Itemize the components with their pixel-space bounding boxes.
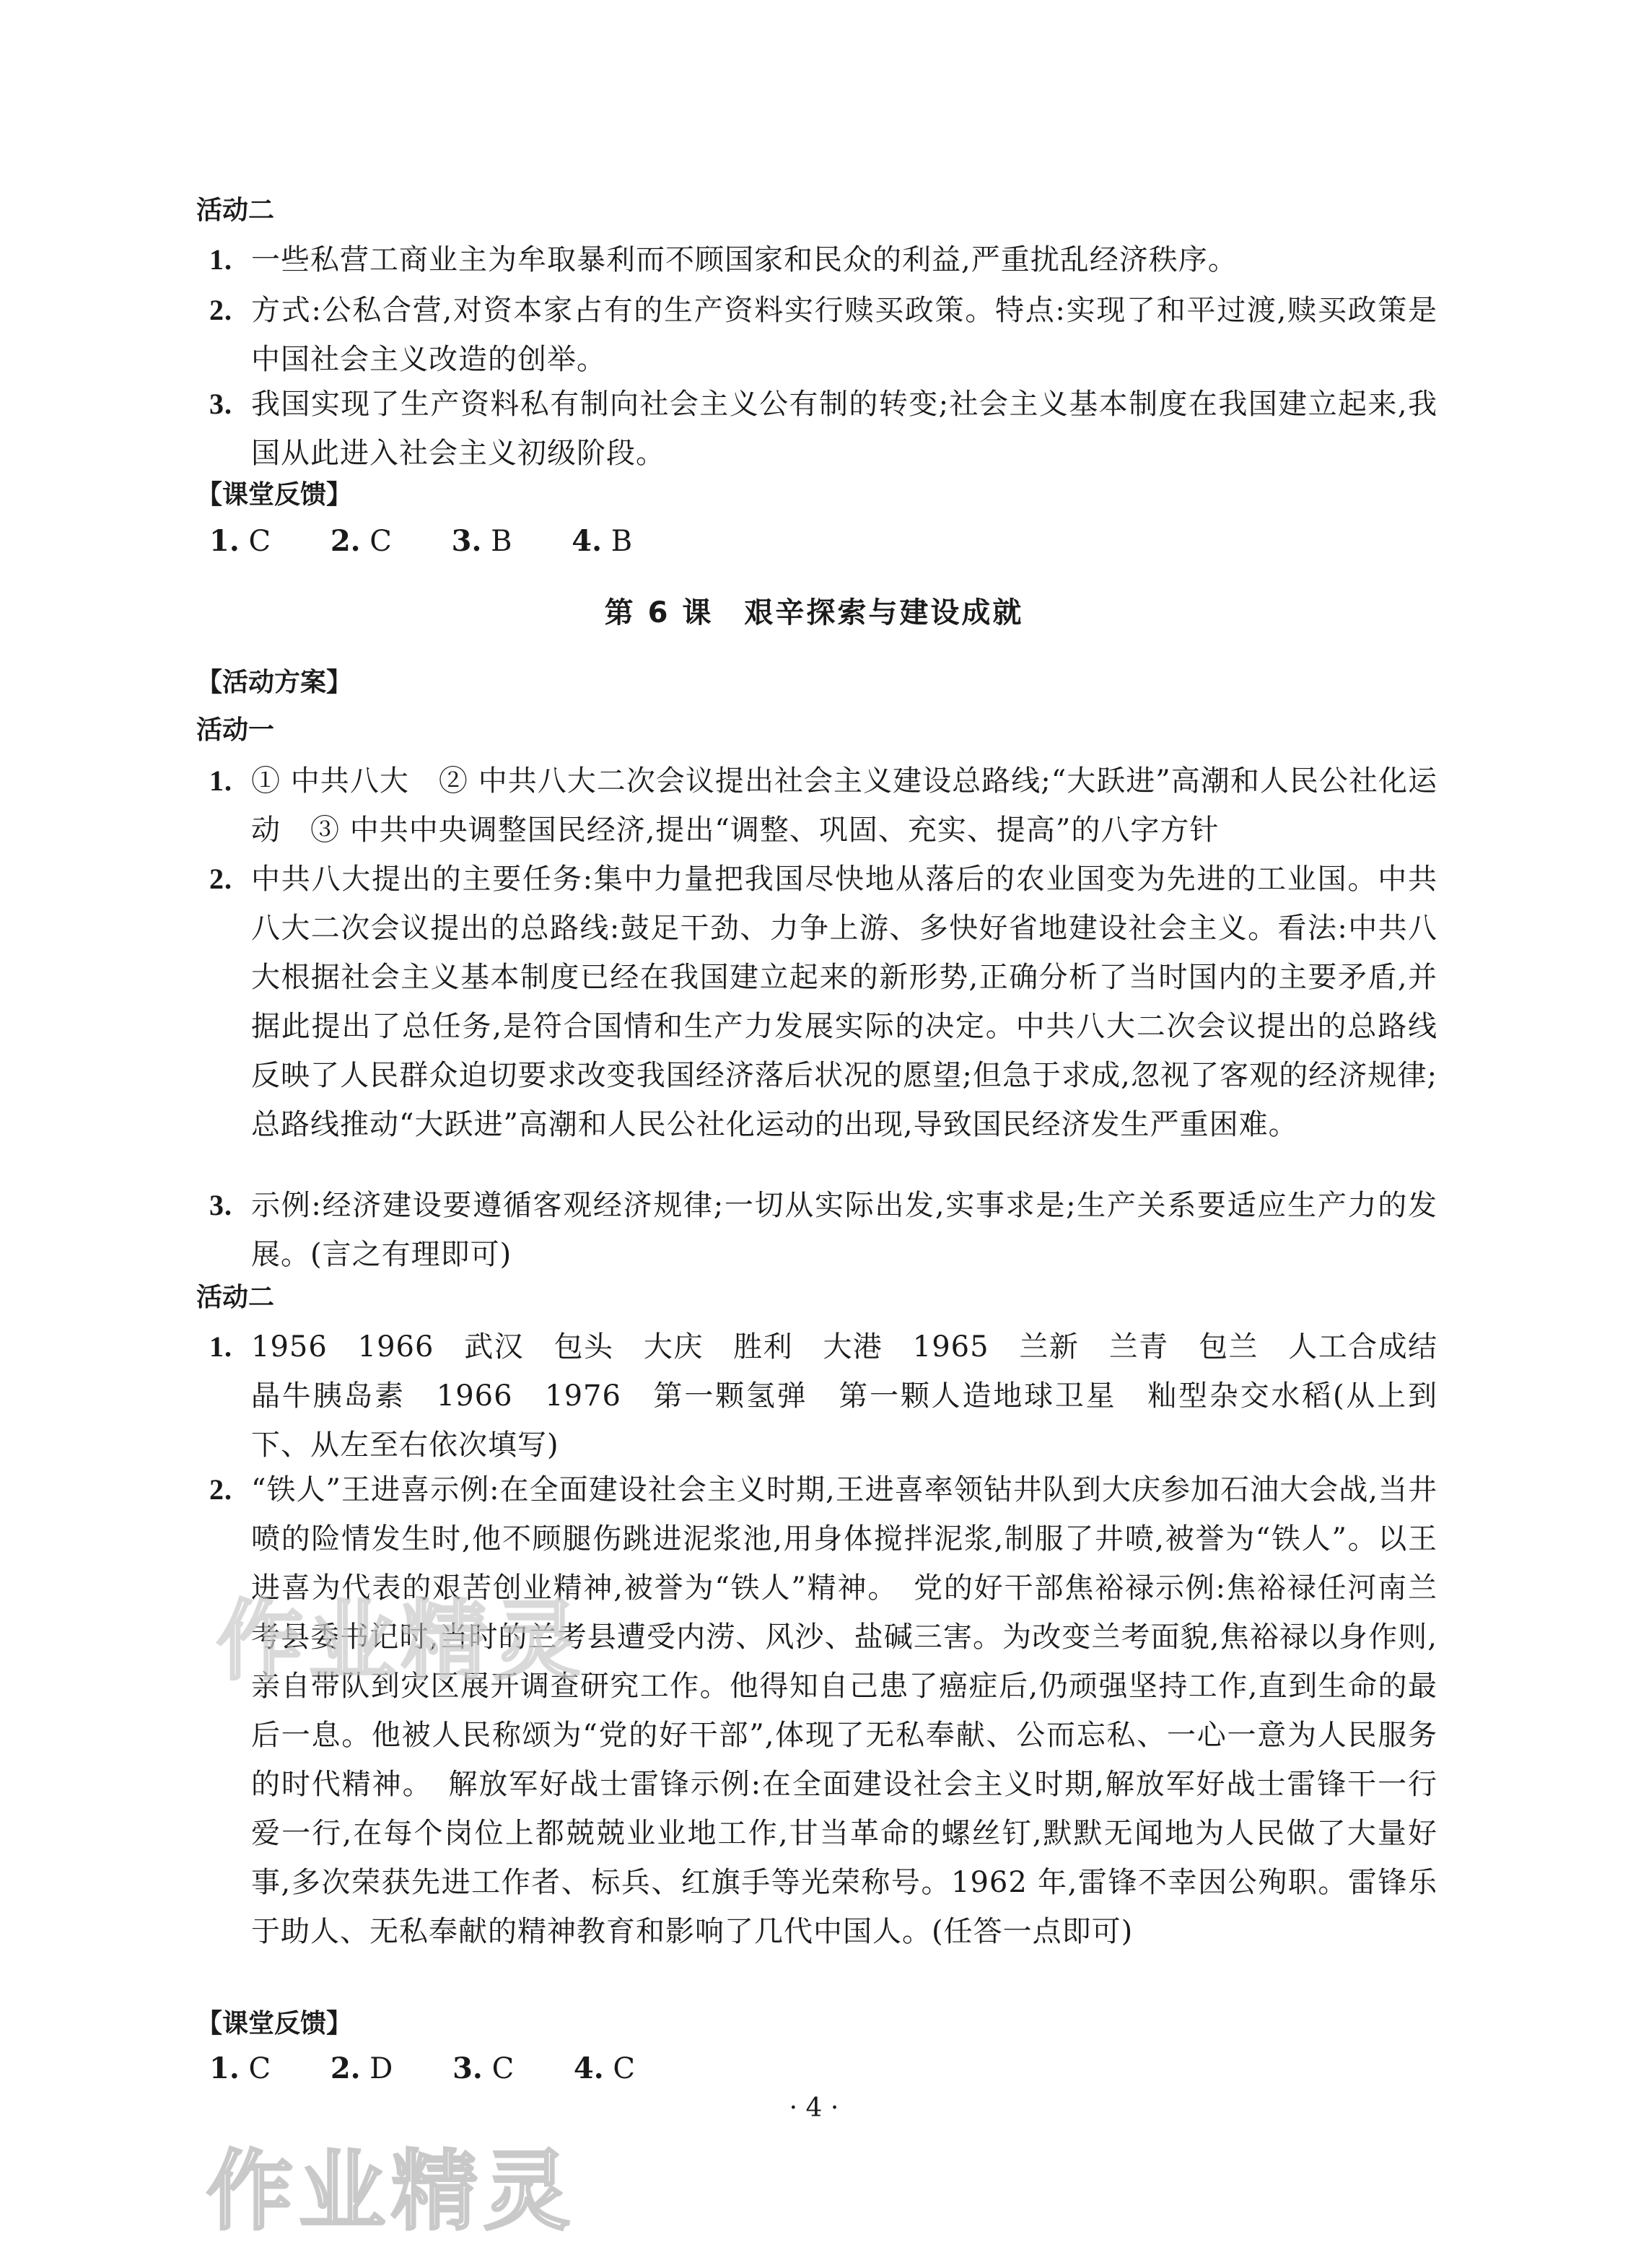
item-text: ① 中共八大 ② 中共八大二次会议提出社会主义建设总路线;“大跃进”高潮和人民公社化运动 ③ 中共中央调整国民经济,提出“调整、巩固、充实、提高”的八字方针 <box>251 764 1437 847</box>
item-text: 方式:公私合营,对资本家占有的生产资料实行赎买政策。特点:实现了和平过渡,赎买政策是中国社会主义改造的创举。 <box>251 294 1437 376</box>
answer-number: 1. <box>209 524 240 558</box>
item-number: 1. <box>209 1330 232 1363</box>
item-text: 我国实现了生产资料私有制向社会主义公有制的转变;社会主义基本制度在我国建立起来,我国从此进入社会主义初级阶段。 <box>251 388 1437 470</box>
answer-value: C <box>491 2052 515 2085</box>
watermark-logo: 作业精灵 <box>216 1592 586 1692</box>
item-number: 2. <box>209 1473 232 1506</box>
classroom-feedback-heading: 【课堂反馈】 <box>196 480 353 510</box>
list-item <box>196 855 1437 1149</box>
answer-row <box>209 520 632 563</box>
answer-row <box>209 2047 635 2090</box>
answer-number: 4. <box>572 524 602 558</box>
item-number: 3. <box>209 388 232 420</box>
answer-value: B <box>491 525 512 558</box>
item-number: 1. <box>209 243 232 276</box>
activity-plan-heading: 【活动方案】 <box>196 668 353 697</box>
answer-number: 2. <box>330 524 361 558</box>
watermark-logo: 作业精灵 <box>206 2142 576 2242</box>
activity-two-heading: 活动二 <box>196 1283 275 1312</box>
item-text: 中共八大提出的主要任务:集中力量把我国尽快地从落后的农业国变为先进的工业国。中共八大二次会议提出的总路线:鼓足干劲、力争上游、多快好省地建设社会主义。看法:中共八大根据社会主义基本制度已经在我国建立起来的新形势,正确分析了当时国内的主要矛盾,并据此提出了总任务,是符合国情和生产力发展实际的决定。中共八大二次会议提出的总路线反映了人民群众迫切要求改变我国经济落后状况的愿望;但急于求成,忽视了客观的经济规律;总路线推动“大跃进”高潮和人民公社化运动的出现,导致国民经济发生严重困难。 <box>251 863 1437 1141</box>
item-text: “铁人”王进喜示例:在全面建设社会主义时期,王进喜率领钻井队到大庆参加石油大会战,当井喷的险情发生时,他不顾腿伤跳进泥浆池,用身体搅拌泥浆,制服了井喷,被誉为“铁人”。以王进喜为代表的艰苦创业精神,被誉为“铁人”精神。 党的好干部焦裕禄示例:焦裕禄任河南兰考县委书记时,当时的兰考县遭受内涝、风沙、盐碱三害。为改变兰考面貌,焦裕禄以身作则,亲自带队到灾区展开调查研究工作。他得知自己患了癌症后,仍顽强坚持工作,直到生命的最后一息。他被人民称颂为“党的好干部”,体现了无私奉献、公而忘私、一心一意为人民服务的时代精神。 解放军好战士雷锋示例:在全面建设社会主义时期,解放军好战士雷锋干一行爱一行,在每个岗位上都兢兢业业地工作,甘当革命的螺丝钉,默默无闻地为人民做了大量好事,多次荣获先进工作者、标兵、红旗手等光荣称号。1962 年,雷锋不幸因公殉职。雷锋乐于助人、无私奉献的精神教育和影响了几代中国人。(任答一点即可) <box>251 1473 1437 1948</box>
list-item <box>196 1322 1437 1470</box>
lesson-title: 第 6 课 艰辛探索与建设成就 <box>604 596 1024 629</box>
item-text: 示例:经济建设要遵循客观经济规律;一切从实际出发,实事求是;生产关系要适应生产力的发展。(言之有理即可) <box>251 1189 1437 1271</box>
answer-number: 3. <box>452 2051 483 2085</box>
activity-one-heading: 活动一 <box>196 715 275 745</box>
item-text: 1956 1966 武汉 包头 大庆 胜利 大港 1965 兰新 兰青 包兰 人工合成结晶牛胰岛素 1966 1976 第一颗氢弹 第一颗人造地球卫星 籼型杂交水稻(从上到下、从左至右依次填写) <box>251 1330 1437 1462</box>
list-item <box>196 1465 1437 1956</box>
answer-number: 2. <box>330 2051 361 2085</box>
list-item <box>196 1181 1437 1279</box>
item-number: 2. <box>209 863 232 895</box>
list-item <box>196 286 1437 384</box>
answer-value: C <box>613 2052 635 2085</box>
item-number: 2. <box>209 294 232 326</box>
answer-number: 1. <box>209 2051 240 2085</box>
item-number: 1. <box>209 764 232 797</box>
classroom-feedback-heading: 【课堂反馈】 <box>196 2009 353 2038</box>
answer-number: 3. <box>451 524 482 558</box>
answer-value: C <box>248 525 271 558</box>
answer-number: 4. <box>573 2051 604 2085</box>
list-item <box>196 756 1437 855</box>
list-item <box>196 380 1437 478</box>
answer-value: B <box>610 525 633 558</box>
item-text: 一些私营工商业主为牟取暴利而不顾国家和民众的利益,严重扰乱经济秩序。 <box>251 243 1238 276</box>
activity-two-heading: 活动二 <box>196 196 275 225</box>
answer-value: C <box>248 2052 271 2085</box>
list-item <box>196 235 1437 284</box>
answer-value: D <box>369 2052 393 2085</box>
page-number: · 4 · <box>789 2093 839 2123</box>
answer-value: C <box>369 525 392 558</box>
item-number: 3. <box>209 1189 232 1221</box>
